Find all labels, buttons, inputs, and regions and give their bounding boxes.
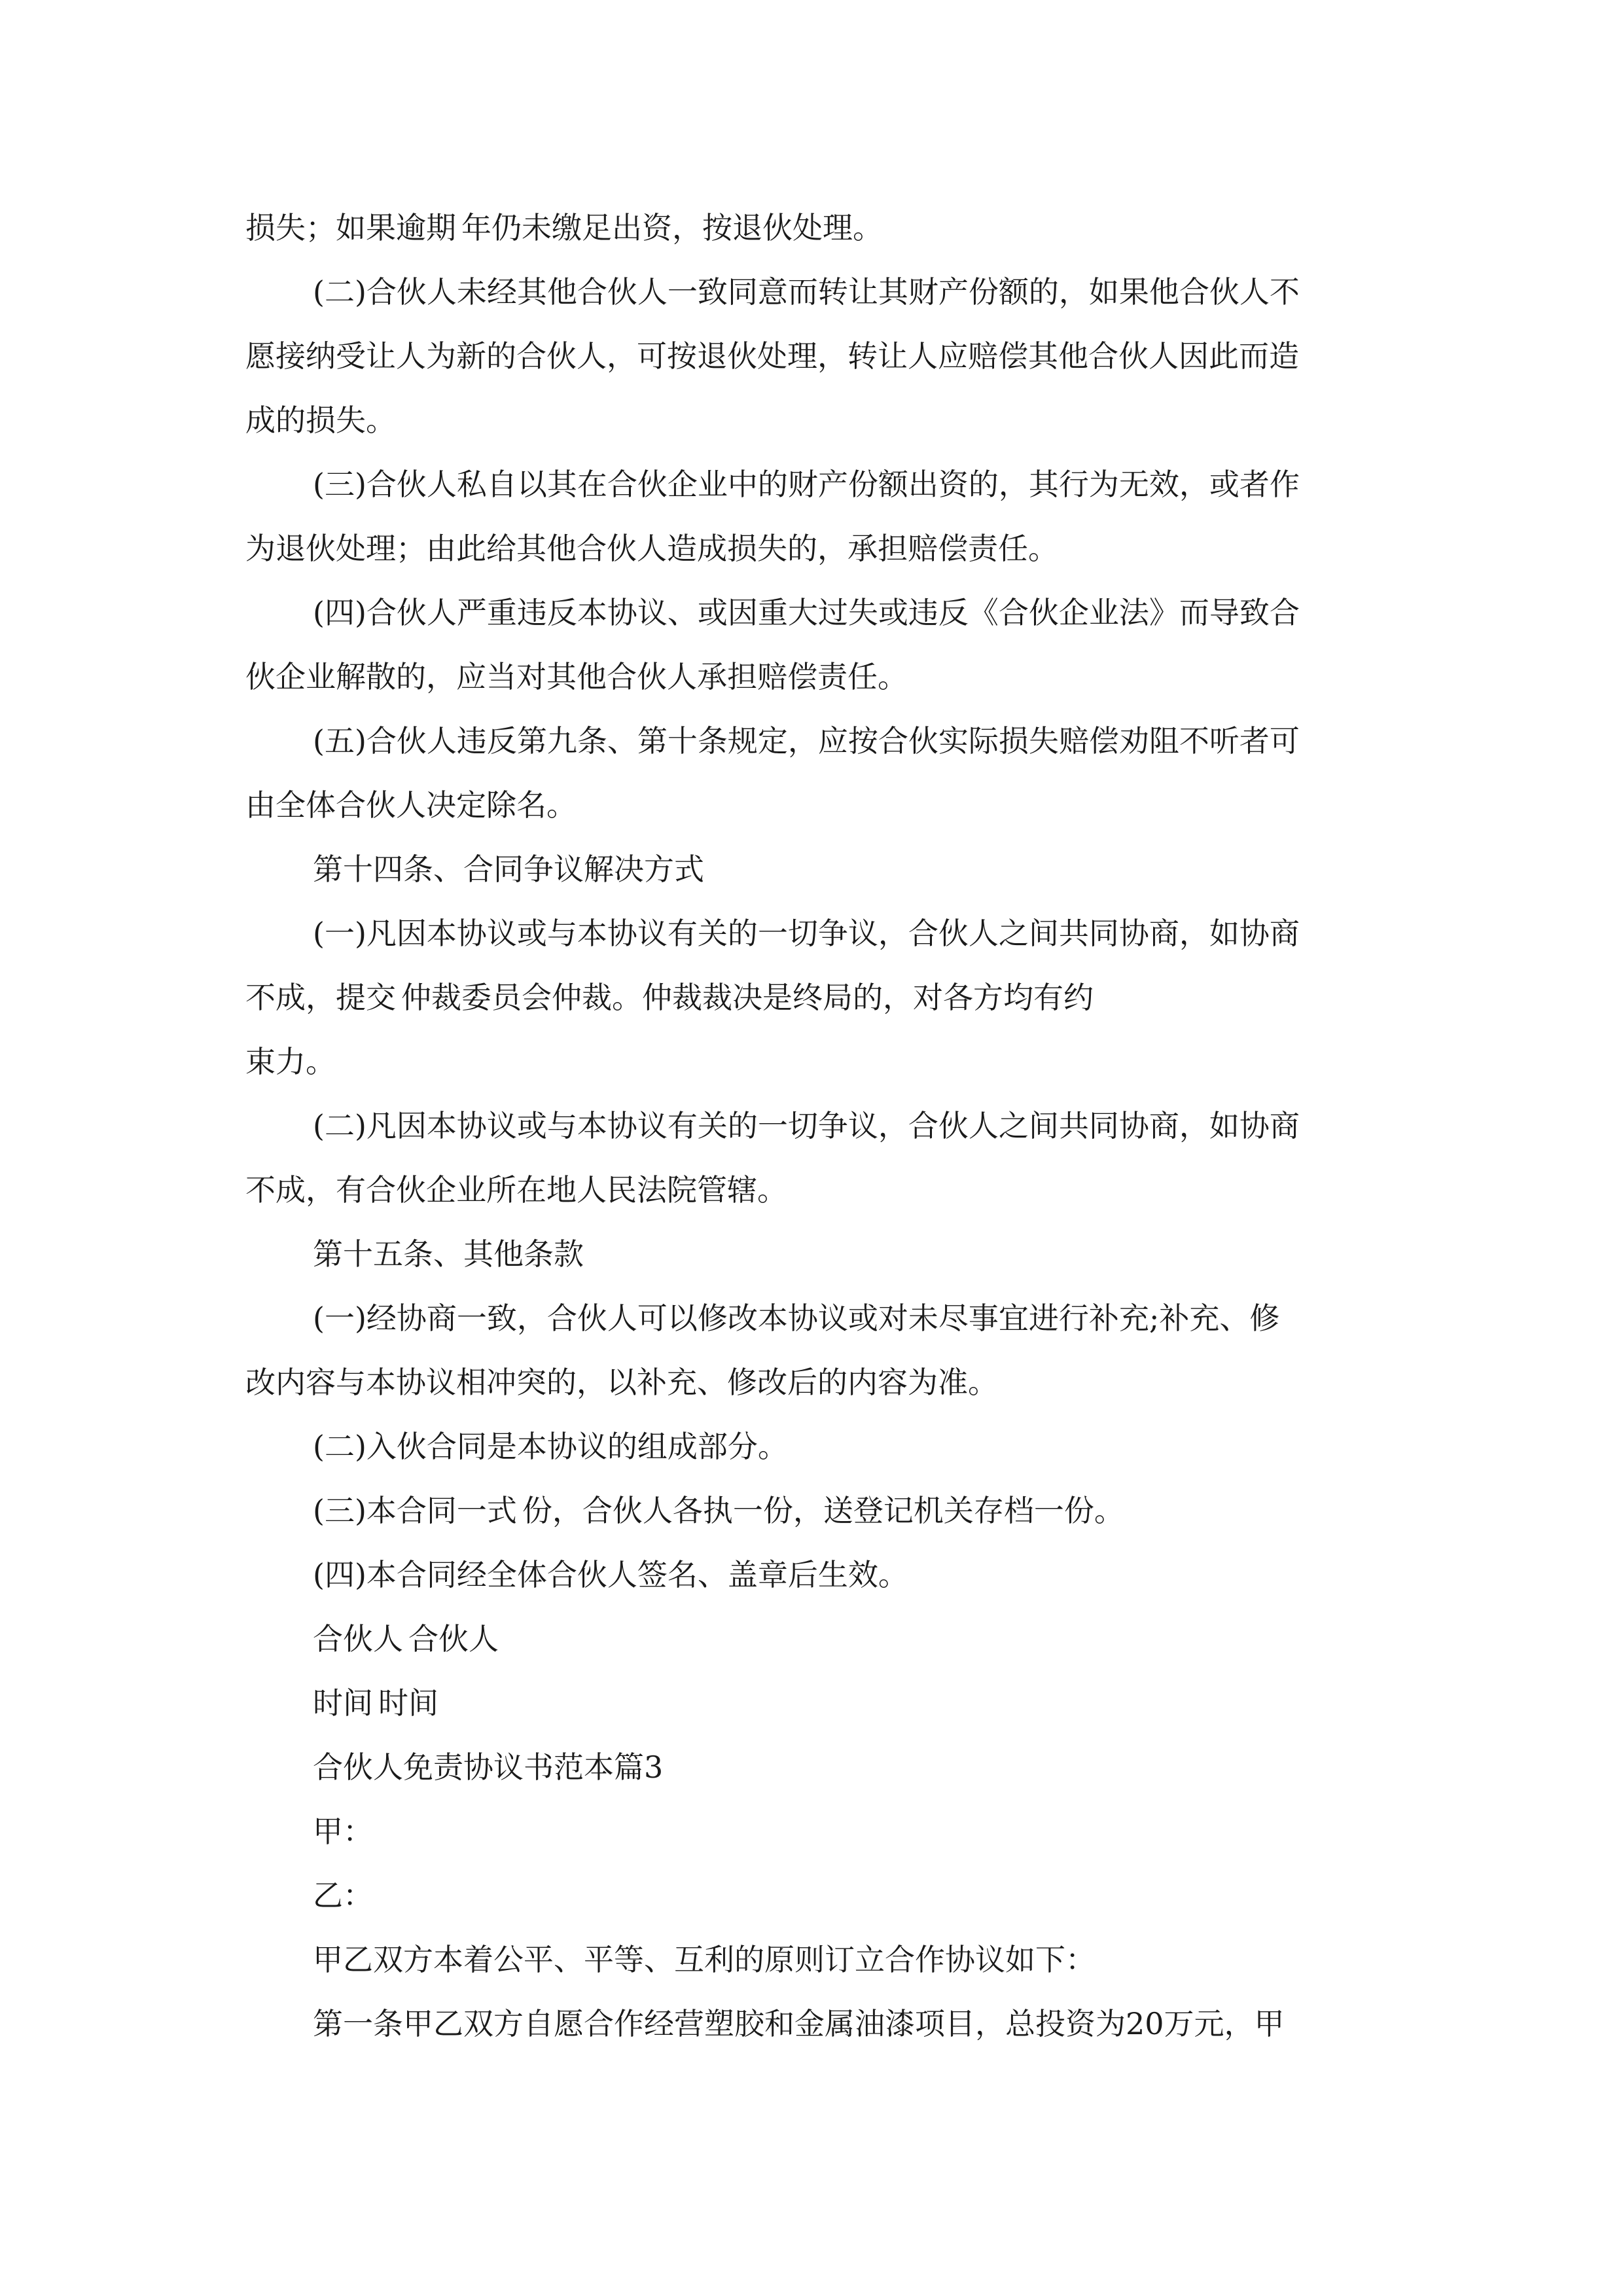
paragraph-line: 不成，有合伙企业所在地人民法院管辖。 — [245, 1172, 787, 1208]
paragraph-line: 成的损失。 — [245, 403, 396, 438]
text: (三)本合同一式 — [313, 1493, 517, 1528]
signature-label: 合伙人 — [313, 1621, 403, 1657]
paragraph-line: 由全体合伙人决定除名。 — [245, 787, 577, 823]
date-line — [0, 1680, 1623, 1726]
paragraph-line: 甲乙双方本着公平、平等、互利的原则订立合作协议如下： — [313, 1942, 1096, 1977]
paragraph-line: (一)经协商一致，合伙人可以修改本协议或对未尽事宜进行补充;补充、修 — [313, 1300, 1280, 1336]
text: 损失；如果逾期 — [245, 210, 456, 245]
party-label: 甲： — [313, 1814, 373, 1849]
paragraph-line: 改内容与本协议相冲突的，以补充、修改后的内容为准。 — [245, 1365, 998, 1400]
paragraph-line: (四)合伙人严重违反本协议、或因重大过失或违反《合伙企业法》而导致合 — [313, 595, 1300, 630]
paragraph-line: (一)凡因本协议或与本协议有关的一切争议，合伙人之间共同协商，如协商 — [313, 916, 1300, 951]
paragraph-line: 第一条甲乙双方自愿合作经营塑胶和金属油漆项目，总投资为20万元，甲 — [313, 2006, 1285, 2041]
paragraph-line — [0, 1488, 1623, 1534]
party-label: 乙： — [313, 1878, 373, 1913]
paragraph-line: (二)凡因本协议或与本协议有关的一切争议，合伙人之间共同协商，如协商 — [313, 1108, 1300, 1143]
paragraph-line: 伙企业解散的，应当对其他合伙人承担赔偿责任。 — [245, 659, 908, 694]
text: 不成，提交 — [245, 980, 396, 1015]
section-heading: 第十五条、其他条款 — [313, 1236, 584, 1272]
paragraph-line — [0, 975, 1623, 1020]
text: 年仍未缴足出资，按退伙处理。 — [461, 210, 883, 245]
paragraph-line: 愿接纳受让人为新的合伙人，可按退伙处理，转让人应赔偿其他合伙人因此而造 — [245, 338, 1299, 374]
paragraph-line: (二)入伙合同是本协议的组成部分。 — [313, 1429, 788, 1464]
text: 仲裁委员会仲裁。仲裁裁决是终局的，对各方均有约 — [401, 980, 1094, 1015]
paragraph-line: 为退伙处理；由此给其他合伙人造成损失的，承担赔偿责任。 — [245, 531, 1058, 566]
text: 份，合伙人各执一份，送登记机关存档一份。 — [522, 1493, 1124, 1528]
document-subtitle: 合伙人免责协议书范本篇3 — [313, 1749, 664, 1785]
date-label: 时间 — [378, 1685, 438, 1721]
paragraph-line: (二)合伙人未经其他合伙人一致同意而转让其财产份额的，如果他合伙人不 — [313, 274, 1300, 310]
date-label: 时间 — [313, 1685, 373, 1721]
paragraph-line: 束力。 — [245, 1044, 336, 1079]
paragraph-line: (三)合伙人私自以其在合伙企业中的财产份额出资的，其行为无效，或者作 — [313, 467, 1300, 502]
signature-line — [0, 1616, 1623, 1662]
party-line — [0, 1808, 1623, 1854]
paragraph-line: (五)合伙人违反第九条、第十条规定，应按合伙实际损失赔偿劝阻不听者可 — [313, 723, 1300, 759]
paragraph-line — [0, 205, 1623, 251]
party-line — [0, 1873, 1623, 1918]
section-heading: 第十四条、合同争议解决方式 — [313, 852, 704, 887]
signature-label: 合伙人 — [408, 1621, 499, 1657]
paragraph-line: (四)本合同经全体合伙人签名、盖章后生效。 — [313, 1557, 908, 1592]
